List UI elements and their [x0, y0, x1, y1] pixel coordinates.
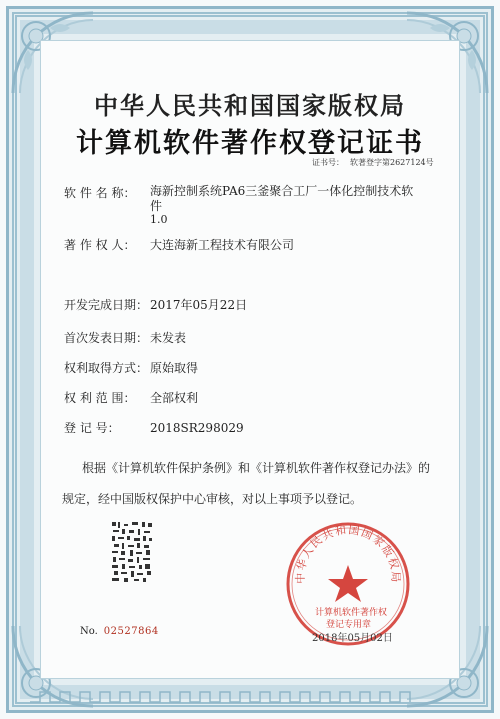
software-name-value [150, 184, 440, 214]
software-name-label: 软 件 名 称： [64, 186, 136, 200]
reg-no-row [64, 419, 244, 436]
certificate-number-label: 证书号： [312, 158, 344, 167]
certificate-number-value: 软著登字第2627124号 [350, 158, 434, 167]
completion-date-label: 开发完成日期： [64, 298, 149, 312]
reg-no-label: 登 记 号： [64, 421, 120, 435]
certificate-title: 计算机软件著作权登记证书 [76, 128, 424, 159]
serial-number [80, 626, 159, 637]
serial-value: 02527864 [103, 626, 159, 637]
owner-value: 大连海新工程技术有限公司 [150, 238, 295, 252]
software-version: 1.0 [150, 213, 168, 226]
rights-scope-row [64, 389, 198, 406]
statement-line1: 根据《计算机软件保护条例》和《计算机软件著作权登记办法》的 [82, 461, 431, 475]
software-name-line1: 海新控制系统PA6三釜聚合工厂一体化控制技术软 [150, 184, 414, 198]
qr-code [110, 520, 154, 584]
seal-ring-text: 中华人民共和国国家版权局 [293, 523, 403, 584]
seal-center-line1: 计算机软件著作权 [315, 608, 388, 618]
completion-date-value: 2017年05月22日 [150, 298, 248, 312]
owner-row [64, 236, 294, 253]
issue-date: 2018年05月02日 [312, 633, 393, 644]
seal-center-line2: 登记专用章 [326, 620, 372, 630]
acquire-method-value: 原始取得 [150, 361, 199, 375]
greek-key-motif [30, 688, 470, 706]
rights-scope-value: 全部权利 [150, 391, 199, 405]
statement-line2: 规定，经中国版权保护中心审核，对以上事项予以登记。 [62, 492, 363, 506]
completion-date-row [64, 296, 247, 313]
software-name-line2: 件 [150, 199, 163, 213]
rights-scope-label: 权 利 范 围： [64, 391, 136, 405]
certificate-number [312, 157, 440, 168]
acquire-method-label: 权利取得方式： [64, 361, 149, 375]
software-name-row [64, 184, 150, 201]
acquire-method-row [64, 359, 198, 376]
first-publish-label: 首次发表日期： [64, 331, 149, 345]
issuer-title: 中华人民共和国国家版权局 [94, 91, 406, 120]
owner-label: 著 作 权 人： [64, 238, 136, 252]
first-publish-value: 未发表 [150, 331, 187, 345]
reg-no-value: 2018SR298029 [150, 421, 244, 435]
serial-prefix: No. [80, 626, 98, 637]
first-publish-row [64, 329, 186, 346]
